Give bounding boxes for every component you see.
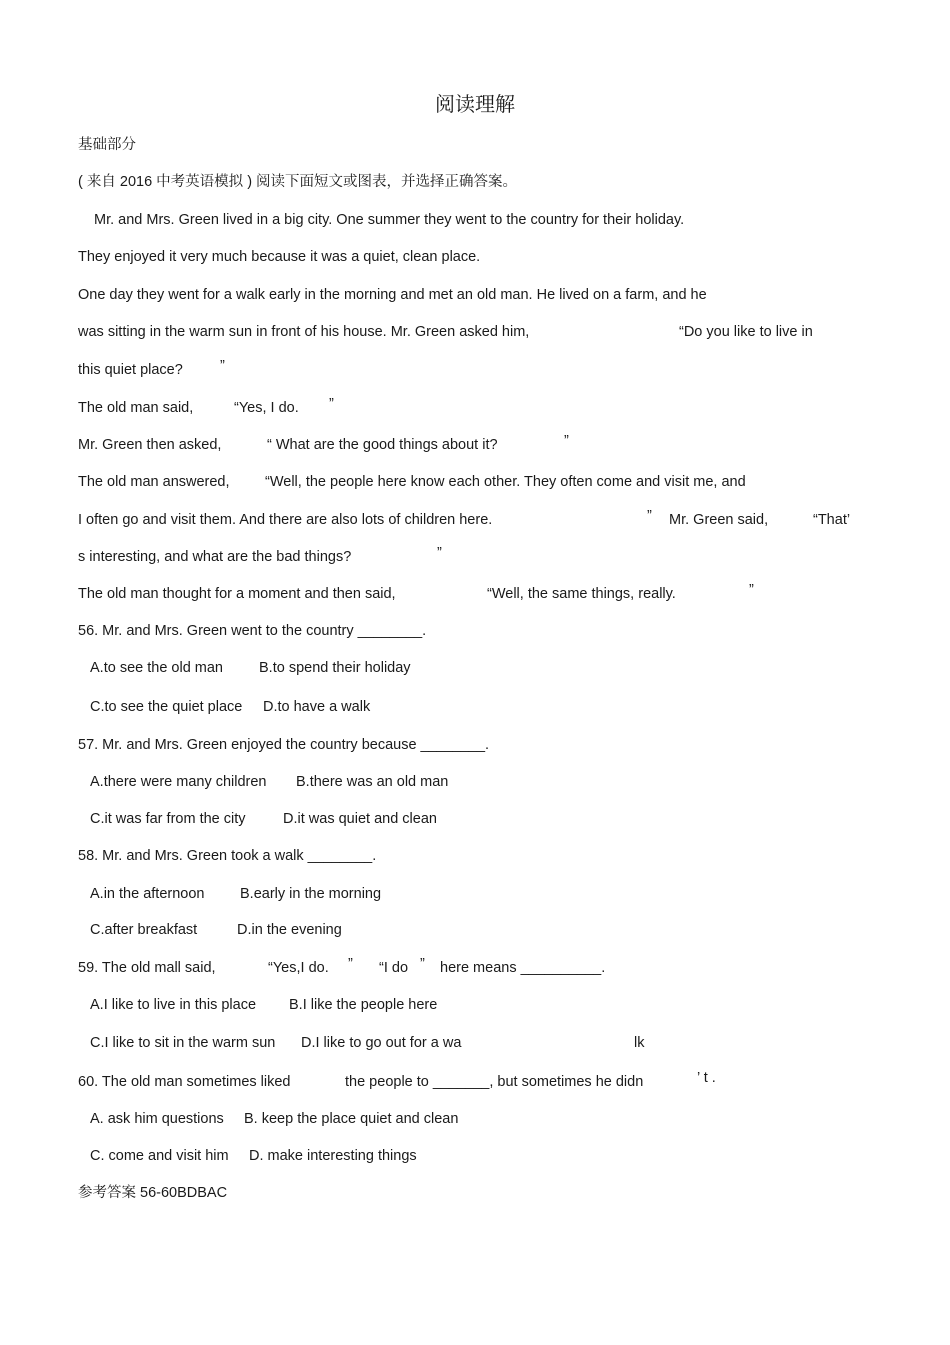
passage-line: I often go and visit them. And there are also lots of children here. [78,512,493,528]
option-b: B.to spend their holiday [259,660,411,676]
passage-quote: ” [564,433,569,449]
section-heading: 基础部分 [78,137,136,153]
question-stem: the people to _______, but sometimes he didn [345,1074,644,1090]
question-quote: ” [420,956,425,972]
page-title: 阅读理解 [435,92,515,116]
answer-key: 参考答案 56-60BDBAC [78,1185,228,1201]
passage-line: They enjoyed it very much because it was a quiet, clean place. [78,249,481,265]
passage-line: this quiet place? [78,362,183,378]
passage-line: The old man thought for a moment and then said, [78,586,396,602]
question-stem: 57. Mr. and Mrs. Green enjoyed the country because ________. [78,737,490,753]
passage-quote: ” [220,358,225,374]
question-stem: here means __________. [440,960,606,976]
passage-line: Mr. Green said, [669,512,769,528]
passage-quote: ” [329,396,334,412]
passage-quote: ” [749,582,754,598]
passage-line: Mr. Green then asked, [78,437,222,453]
option-b: B. keep the place quiet and clean [244,1111,459,1127]
option-c: C.it was far from the city [90,811,246,827]
passage-quote: “That’ [813,512,851,528]
question-stem: 60. The old man sometimes liked [78,1074,291,1090]
option-c: C.I like to sit in the warm sun [90,1035,276,1051]
option-d-tail: lk [634,1035,645,1051]
question-stem: 56. Mr. and Mrs. Green went to the country ________. [78,623,427,639]
question-quote: “I do [379,960,409,976]
question-quote: “Yes,I do. [268,960,329,976]
option-c: C. come and visit him [90,1148,229,1164]
passage-quote: ” [437,545,442,561]
passage-quote: “ What are the good things about it? [267,437,498,453]
passage-line: Mr. and Mrs. Green lived in a big city. One summer they went to the country for their holiday. [94,212,685,228]
option-b: B.there was an old man [296,774,449,790]
passage-line: s interesting, and what are the bad things? [78,549,352,565]
option-a: A.to see the old man [90,660,223,676]
passage-line: One day they went for a walk early in the morning and met an old man. He lived on a farm, and he [78,287,707,303]
passage-quote: “Well, the same things, really. [487,586,676,602]
option-c: C.after breakfast [90,922,198,938]
passage-quote: ” [647,508,652,524]
option-d: D. make interesting things [249,1148,417,1164]
passage-quote: “Well, the people here know each other. They often come and visit me, and [265,474,746,490]
option-a: A.in the afternoon [90,886,205,902]
passage-quote: “Do you like to live in [679,324,813,340]
option-c: C.to see the quiet place [90,699,243,715]
option-a: A.I like to live in this place [90,997,257,1013]
question-quote: ” [348,956,353,972]
option-a: A.there were many children [90,774,267,790]
question-stem: 58. Mr. and Mrs. Green took a walk ________. [78,848,377,864]
option-a: A. ask him questions [90,1111,224,1127]
option-d: D.to have a walk [263,699,371,715]
passage-line: was sitting in the warm sun in front of his house. Mr. Green asked him, [78,324,530,340]
passage-quote: “Yes, I do. [234,400,299,416]
option-d: D.it was quiet and clean [283,811,437,827]
option-d: D.I like to go out for a wa [301,1035,462,1051]
passage-line: The old man answered, [78,474,230,490]
option-b: B.I like the people here [289,997,438,1013]
passage-line: The old man said, [78,400,194,416]
question-stem: ’ t . [697,1070,716,1086]
option-d: D.in the evening [237,922,342,938]
question-stem: 59. The old mall said, [78,960,216,976]
option-b: B.early in the morning [240,886,382,902]
intro-text: ( 来自 2016 中考英语模拟 ) 阅读下面短文或图表，并选择正确答案。 [78,174,518,190]
